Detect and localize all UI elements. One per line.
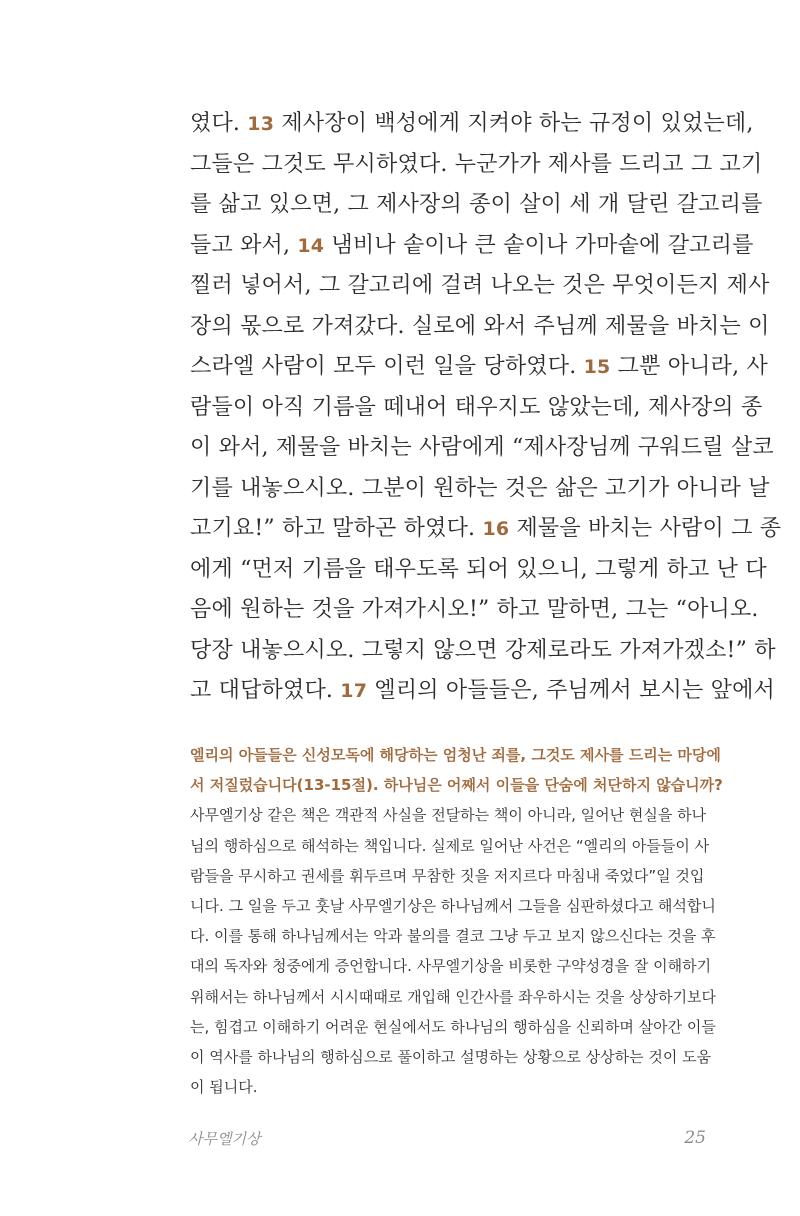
scripture-line xyxy=(190,226,754,267)
verse-number: 17 xyxy=(340,680,368,702)
scripture-text: 그뿐 아니라, 사 xyxy=(610,354,768,379)
verse-number: 15 xyxy=(583,356,611,378)
running-footer-title: 사무엘기상 xyxy=(188,1130,261,1148)
scripture-line xyxy=(190,347,768,388)
commentary-question-line: 엘리의 아들들은 신성모독에 해당하는 엄청난 죄를, 그것도 제사를 드리는 마당에 xyxy=(190,746,721,764)
verse-number: 14 xyxy=(297,234,325,257)
scripture-text: 냄비나 솥이나 큰 솥이나 가마솥에 갈고리를 xyxy=(324,232,754,258)
scripture-line xyxy=(190,469,770,510)
commentary-body-line: 님의 행하심으로 해석하는 책입니다. 실제로 일어난 사건은 “엘리의 아들들이 사 xyxy=(190,836,710,855)
scripture-line xyxy=(190,388,763,429)
page-number: 25 xyxy=(684,1128,706,1148)
scripture-text: 당장 내놓으시오. 그렇지 않으면 강제로라도 가져가겠소!” 하 xyxy=(190,637,776,663)
commentary-body-line: 이 역사를 하나님의 행하심으로 풀이하고 설명하는 상황으로 상상하는 것이 도움 xyxy=(190,1047,712,1066)
scripture-line xyxy=(190,671,775,712)
commentary-body-line: 사무엘기상 같은 책은 객관적 사실을 전달하는 책이 아니라, 일어난 현실을 하나 xyxy=(190,806,707,825)
scripture-text: 이 와서, 제물을 바치는 사람에게 “제사장님께 구워드릴 살코 xyxy=(190,435,774,460)
scripture-line xyxy=(190,185,763,226)
scripture-text: 고 대답하였다. xyxy=(190,678,341,703)
scripture-text: 기를 내놓으시오. 그분이 원하는 것은 삶은 고기가 아니라 날 xyxy=(190,475,770,501)
commentary-question-line: 서 저질렀습니다(13-15절). 하나님은 어째서 이들을 단숨에 처단하지 않습니까? xyxy=(190,776,723,795)
scripture-line xyxy=(190,509,782,550)
scripture-text: 제사장이 백성에게 지켜야 하는 규정이 있었는데, xyxy=(274,111,754,136)
verse-number: 13 xyxy=(247,113,275,135)
scripture-text: 음에 원하는 것을 가져가시오!” 하고 말하면, 그는 “아니오. xyxy=(190,597,759,622)
scripture-text: 제물을 바치는 사람이 그 종 xyxy=(509,516,782,541)
scripture-text: 고기요!” 하고 말하곤 하였다. xyxy=(190,516,483,541)
commentary-block xyxy=(190,740,723,1102)
scripture-text: 스라엘 사람이 모두 이런 일을 당하였다. xyxy=(190,354,584,379)
scripture-text: 에게 “먼저 기름을 태우도록 되어 있으니, 그렇게 하고 난 다 xyxy=(190,556,767,582)
scripture-text: 찔러 넣어서, 그 갈고리에 걸려 나오는 것은 무엇이든지 제사 xyxy=(190,273,770,298)
scripture-text: 장의 몫으로 가져갔다. 실로에 와서 주님께 제물을 바치는 이 xyxy=(190,313,770,339)
scripture-passage xyxy=(190,104,782,712)
scripture-line xyxy=(190,631,776,672)
scripture-line xyxy=(190,145,763,186)
scripture-text: 람들이 아직 기름을 떼내어 태우지도 않았는데, 제사장의 종 xyxy=(190,394,763,420)
scripture-text: 엘리의 아들들은, 주님께서 보시는 앞에서 xyxy=(367,678,775,703)
commentary-body-line: 위해서는 하나님께서 시시때때로 개입해 인간사를 좌우하시는 것을 상상하기보다 xyxy=(190,987,717,1006)
commentary-body-line: 람들을 무시하고 권세를 휘두르며 무참한 짓을 저지르다 마침내 죽었다”일 것입 xyxy=(190,866,705,885)
commentary-body-line: 는, 힘겹고 이해하기 어려운 현실에서도 하나님의 행하심을 신뢰하며 살아간 이들 xyxy=(190,1017,716,1036)
commentary-body-line: 대의 독자와 청중에게 증언합니다. 사무엘기상을 비롯한 구약성경을 잘 이해하기 xyxy=(190,957,712,976)
verse-number: 16 xyxy=(482,518,510,540)
commentary-body-line: 이 됩니다. xyxy=(190,1078,258,1097)
scripture-text: 를 삶고 있으면, 그 제사장의 종이 살이 세 개 달린 갈고리를 xyxy=(190,192,763,217)
scripture-line xyxy=(190,104,754,145)
scripture-line xyxy=(190,590,759,631)
scripture-line xyxy=(190,428,774,469)
scripture-line xyxy=(190,266,770,307)
scripture-line xyxy=(190,307,770,348)
scripture-text: 였다. xyxy=(190,111,248,136)
scripture-text: 들고 와서, xyxy=(190,232,298,258)
commentary-body-line: 니다. 그 일을 두고 훗날 사무엘기상은 하나님께서 그들을 심판하셨다고 해석합니 xyxy=(190,896,716,915)
commentary-body-line: 다. 이를 통해 하나님께서는 악과 불의를 결코 그냥 두고 보지 않으신다는 것을 후 xyxy=(190,927,716,946)
scripture-text: 그들은 그것도 무시하였다. 누군가가 제사를 드리고 그 고기 xyxy=(190,151,763,177)
scripture-line xyxy=(190,550,767,591)
